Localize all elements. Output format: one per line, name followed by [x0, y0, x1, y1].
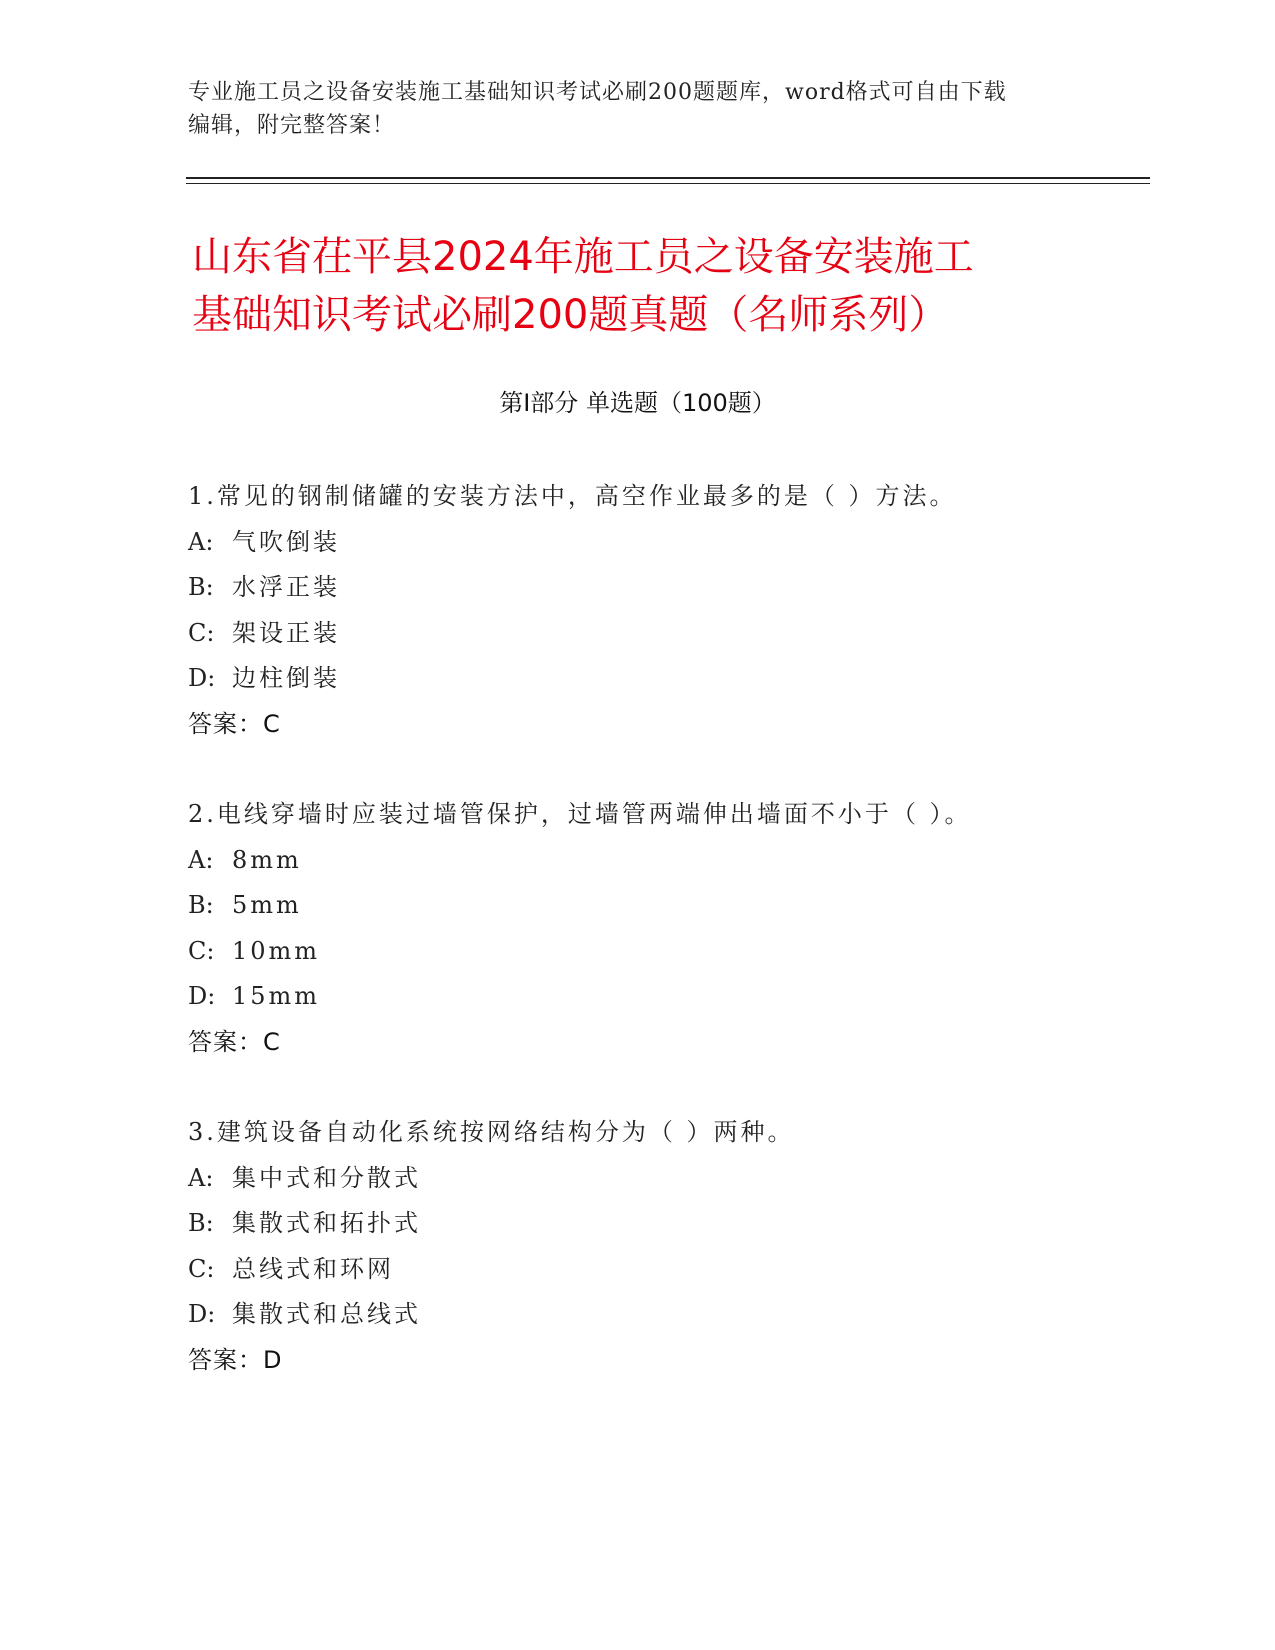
- option-key: C:: [188, 618, 215, 647]
- header-note-line-2: 编辑，附完整答案！: [188, 113, 396, 138]
- option-key: A:: [188, 527, 214, 556]
- option-b: [188, 883, 1148, 929]
- option-key: B:: [188, 1209, 214, 1237]
- option-key: C:: [188, 1254, 215, 1283]
- option-key: D:: [188, 982, 216, 1010]
- option-text: 集中式和分散式: [232, 1163, 421, 1192]
- question-stem: 3.建筑设备自动化系统按网络结构分为（ ）两种。: [188, 1118, 795, 1146]
- question-2: [188, 792, 1148, 1065]
- option-c: [188, 611, 1148, 657]
- option-text: 总线式和环网: [232, 1254, 394, 1283]
- option-text: 水浮正装: [232, 573, 340, 601]
- option-c: [188, 929, 1148, 975]
- question-1: [188, 474, 1148, 747]
- option-d: [188, 1292, 1148, 1338]
- document-title: [192, 228, 1092, 344]
- option-text: 8mm: [232, 845, 302, 874]
- header-divider-thin: [186, 183, 1150, 184]
- option-key: B:: [188, 573, 214, 601]
- question-stem: 2.电线穿墙时应装过墙管保护，过墙管两端伸出墙面不小于（ ）。: [188, 800, 972, 828]
- option-d: [188, 656, 1148, 702]
- header-divider-thick: [186, 177, 1150, 179]
- option-key: D:: [188, 664, 216, 692]
- option-key: B:: [188, 891, 214, 919]
- option-text: 架设正装: [232, 618, 340, 647]
- answer-line: 答案：C: [188, 1027, 281, 1056]
- option-text: 10mm: [232, 936, 321, 965]
- document-title-line-1: 山东省茌平县2024年施工员之设备安装施工: [192, 234, 974, 280]
- question-stem: 1.常见的钢制储罐的安装方法中，高空作业最多的是（ ）方法。: [188, 482, 957, 510]
- option-key: A:: [188, 845, 214, 874]
- option-text: 集散式和总线式: [232, 1300, 421, 1328]
- option-text: 边柱倒装: [232, 664, 340, 692]
- option-a: [188, 838, 1148, 884]
- option-text: 15mm: [232, 982, 321, 1010]
- option-b: [188, 565, 1148, 611]
- option-a: [188, 1156, 1148, 1202]
- option-b: [188, 1201, 1148, 1247]
- option-d: [188, 974, 1148, 1020]
- header-note-line-1: 专业施工员之设备安装施工基础知识考试必刷200题题库，word格式可自由下载: [188, 80, 1007, 105]
- header-note: [188, 76, 1088, 142]
- option-key: A:: [188, 1163, 214, 1192]
- option-text: 气吹倒装: [232, 527, 340, 556]
- option-c: [188, 1247, 1148, 1293]
- question-3: [188, 1110, 1148, 1383]
- document-title-line-2: 基础知识考试必刷200题真题（名师系列）: [192, 292, 949, 338]
- option-key: C:: [188, 936, 215, 965]
- option-text: 5mm: [232, 891, 302, 919]
- option-text: 集散式和拓扑式: [232, 1209, 421, 1237]
- answer-line: 答案：D: [188, 1345, 283, 1374]
- option-a: [188, 520, 1148, 566]
- answer-line: 答案：C: [188, 709, 281, 738]
- section-title: 第Ⅰ部分 单选题（100题）: [499, 389, 776, 417]
- option-key: D:: [188, 1300, 216, 1328]
